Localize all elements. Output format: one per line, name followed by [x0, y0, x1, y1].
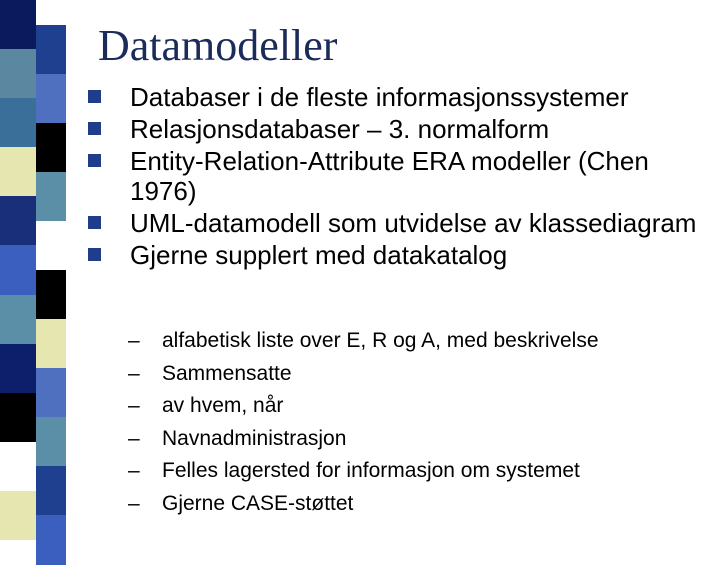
square-bullet-icon [88, 90, 101, 103]
stripe-block [36, 368, 66, 417]
stripe-block [36, 25, 66, 74]
square-bullet-icon [88, 216, 101, 229]
stripe-block [36, 74, 66, 123]
stripe-block [36, 417, 66, 466]
sub-bullet-item [128, 390, 718, 423]
stripe-block [0, 98, 36, 147]
sub-bullet-text: Gjerne CASE-støttet [162, 491, 354, 515]
bullet-item [88, 240, 713, 270]
stripe-block [0, 442, 36, 491]
dash-marker: – [128, 361, 140, 385]
stripe-block [36, 172, 66, 221]
sub-bullet-item [128, 455, 718, 488]
square-bullet-icon [88, 122, 101, 135]
bullet-item [88, 82, 713, 112]
bullet-list [88, 82, 713, 272]
decorative-stripe [0, 0, 70, 540]
sub-bullet-text: Felles lagersted for informasjon om systemet [162, 459, 580, 482]
bullet-item [88, 146, 713, 206]
sub-bullet-text: alfabetisk liste over E, R og A, med beskrivelse [162, 329, 599, 352]
stripe-block [0, 49, 36, 98]
stripe-block [36, 319, 66, 368]
stripe-block [36, 466, 66, 515]
stripe-block [0, 491, 36, 540]
stripe-block [0, 196, 36, 245]
bullet-text: UML-datamodell som utvidelse av klassediagram [130, 208, 697, 238]
bullet-text: Entity-Relation-Attribute ERA modeller (Chen 1976) [130, 146, 649, 206]
bullet-text: Relasjonsdatabaser – 3. normalform [130, 114, 550, 144]
sub-bullet-text: Sammensatte [162, 361, 292, 385]
stripe-block [36, 123, 66, 172]
stripe-block [36, 270, 66, 319]
square-bullet-icon [88, 248, 101, 261]
sub-bullet-item [128, 325, 718, 358]
dash-marker: – [128, 394, 140, 417]
sub-bullet-text: av hvem, når [162, 394, 284, 417]
bullet-text: Databaser i de fleste informasjonssystemer [130, 82, 629, 112]
square-bullet-icon [88, 154, 101, 167]
slide-title: Datamodeller [98, 21, 338, 70]
sub-bullet-item [128, 488, 718, 521]
dash-marker: – [128, 426, 140, 450]
sub-bullet-list [128, 325, 718, 520]
bullet-item [88, 208, 713, 238]
stripe-block [0, 393, 36, 442]
sub-bullet-item [128, 423, 718, 456]
dash-marker: – [128, 329, 140, 352]
sub-bullet-text: Navnadministrasjon [162, 426, 347, 450]
sub-bullet-item [128, 358, 718, 391]
stripe-block [36, 221, 66, 270]
stripe-block [0, 0, 36, 49]
bullet-text: Gjerne supplert med datakatalog [130, 240, 508, 270]
dash-marker: – [128, 491, 140, 515]
stripe-block [0, 295, 36, 344]
bullet-item [88, 114, 713, 144]
stripe-block [0, 147, 36, 196]
stripe-block [0, 245, 36, 294]
stripe-block [0, 344, 36, 393]
dash-marker: – [128, 459, 140, 482]
